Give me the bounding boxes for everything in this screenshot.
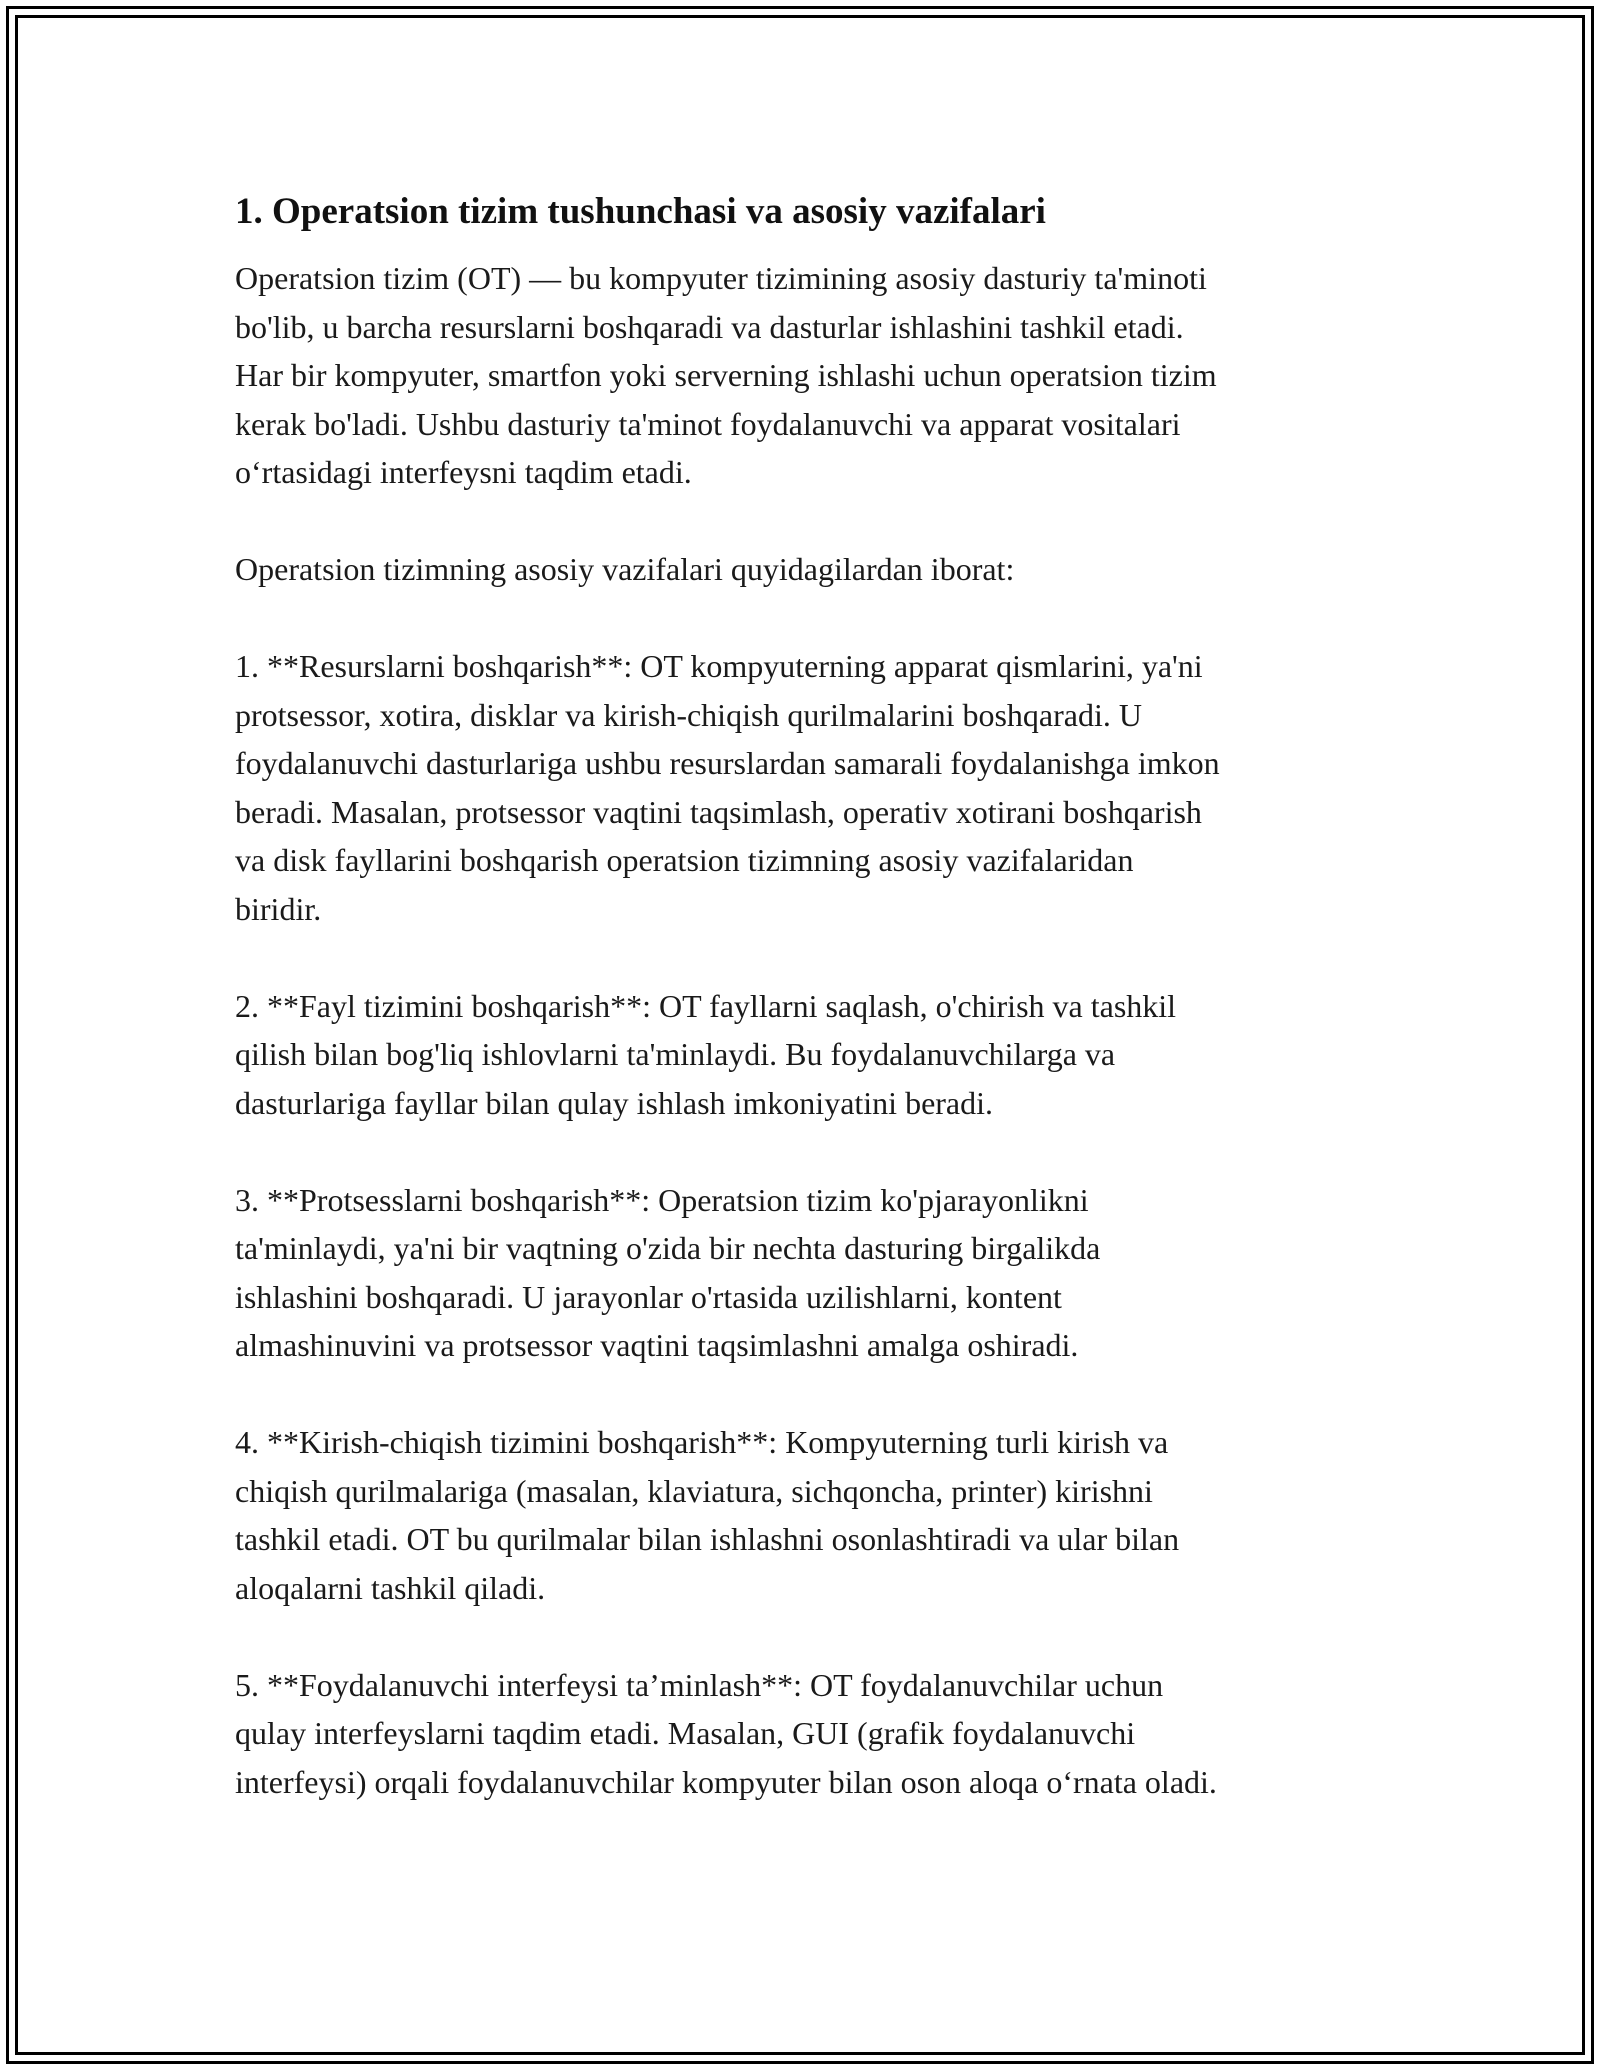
function-item-resources: 1. **Resurslarni boshqarish**: OT kompyuterning apparat qismlarini, ya'ni protsessor, xotira, disklar va kirish-chiqish qurilmalarini boshqaradi. U foydalanuvchi dasturlariga ushbu resurslardan samarali foydalanishga imkon beradi. Masalan, protsessor vaqtini taqsimlash, operativ xotirani boshqarish va disk fayllarini boshqarish operatsion tizimning asosiy vazifalaridan biridir. (235, 648, 1220, 927)
function-item-filesystem: 2. **Fayl tizimini boshqarish**: OT fayllarni saqlash, o'chirish va tashkil qilish bilan bog'liq ishlovlarni ta'minlaydi. Bu foydalanuvchilarga va dasturlariga fayllar bilan qulay ishlash imkoniyatini beradi. (235, 987, 1177, 1121)
function-item-io: 4. **Kirish-chiqish tizimini boshqarish**: Kompyuterning turli kirish va chiqish qurilmalariga (masalan, klaviatura, sichqoncha, printer) kirishni tashkil etadi. OT bu qurilmalar bilan ishlashni osonlashtiradi va ular bilan aloqalarni tashkil qiladi. (235, 1424, 1180, 1606)
function-item-processes: 3. **Protsesslarni boshqarish**: Operatsion tizim ko'pjarayonlikni ta'minlaydi, ya'ni bir vaqtning o'zida bir nechta dasturing birgalikda ishlashini boshqaradi. U jarayonlar o'rtasida uzilishlarni, kontent almashinuvini va protsessor vaqtini taqsimlashni amalga oshiradi. (235, 1181, 1101, 1363)
functions-intro: Operatsion tizimning asosiy vazifalari quyidagilardan iborat: (235, 551, 1015, 587)
section-title: 1. Operatsion tizim tushunchasi va asosiy vazifalari (235, 191, 1046, 232)
intro-paragraph: Operatsion tizim (OT) — bu kompyuter tizimining asosiy dasturiy ta'minoti bo'lib, u barcha resurslarni boshqaradi va dasturlar ishlashini tashkil etadi. Har bir kompyuter, smartfon yoki serverning ishlashi uchun operatsion tizim kerak bo'ladi. Ushbu dasturiy ta'minot foydalanuvchi va apparat vositalari o‘rtasidagi interfeysni taqdim etadi. (235, 260, 1217, 490)
function-item-ui: 5. **Foydalanuvchi interfeysi ta’minlash**: OT foydalanuvchilar uchun qulay interfeyslarni taqdim etadi. Masalan, GUI (grafik foydalanuvchi interfeysi) orqali foydalanuvchilar kompyuter bilan oson aloqa o‘rnata oladi. (235, 1666, 1217, 1800)
document-body (235, 184, 1400, 1855)
